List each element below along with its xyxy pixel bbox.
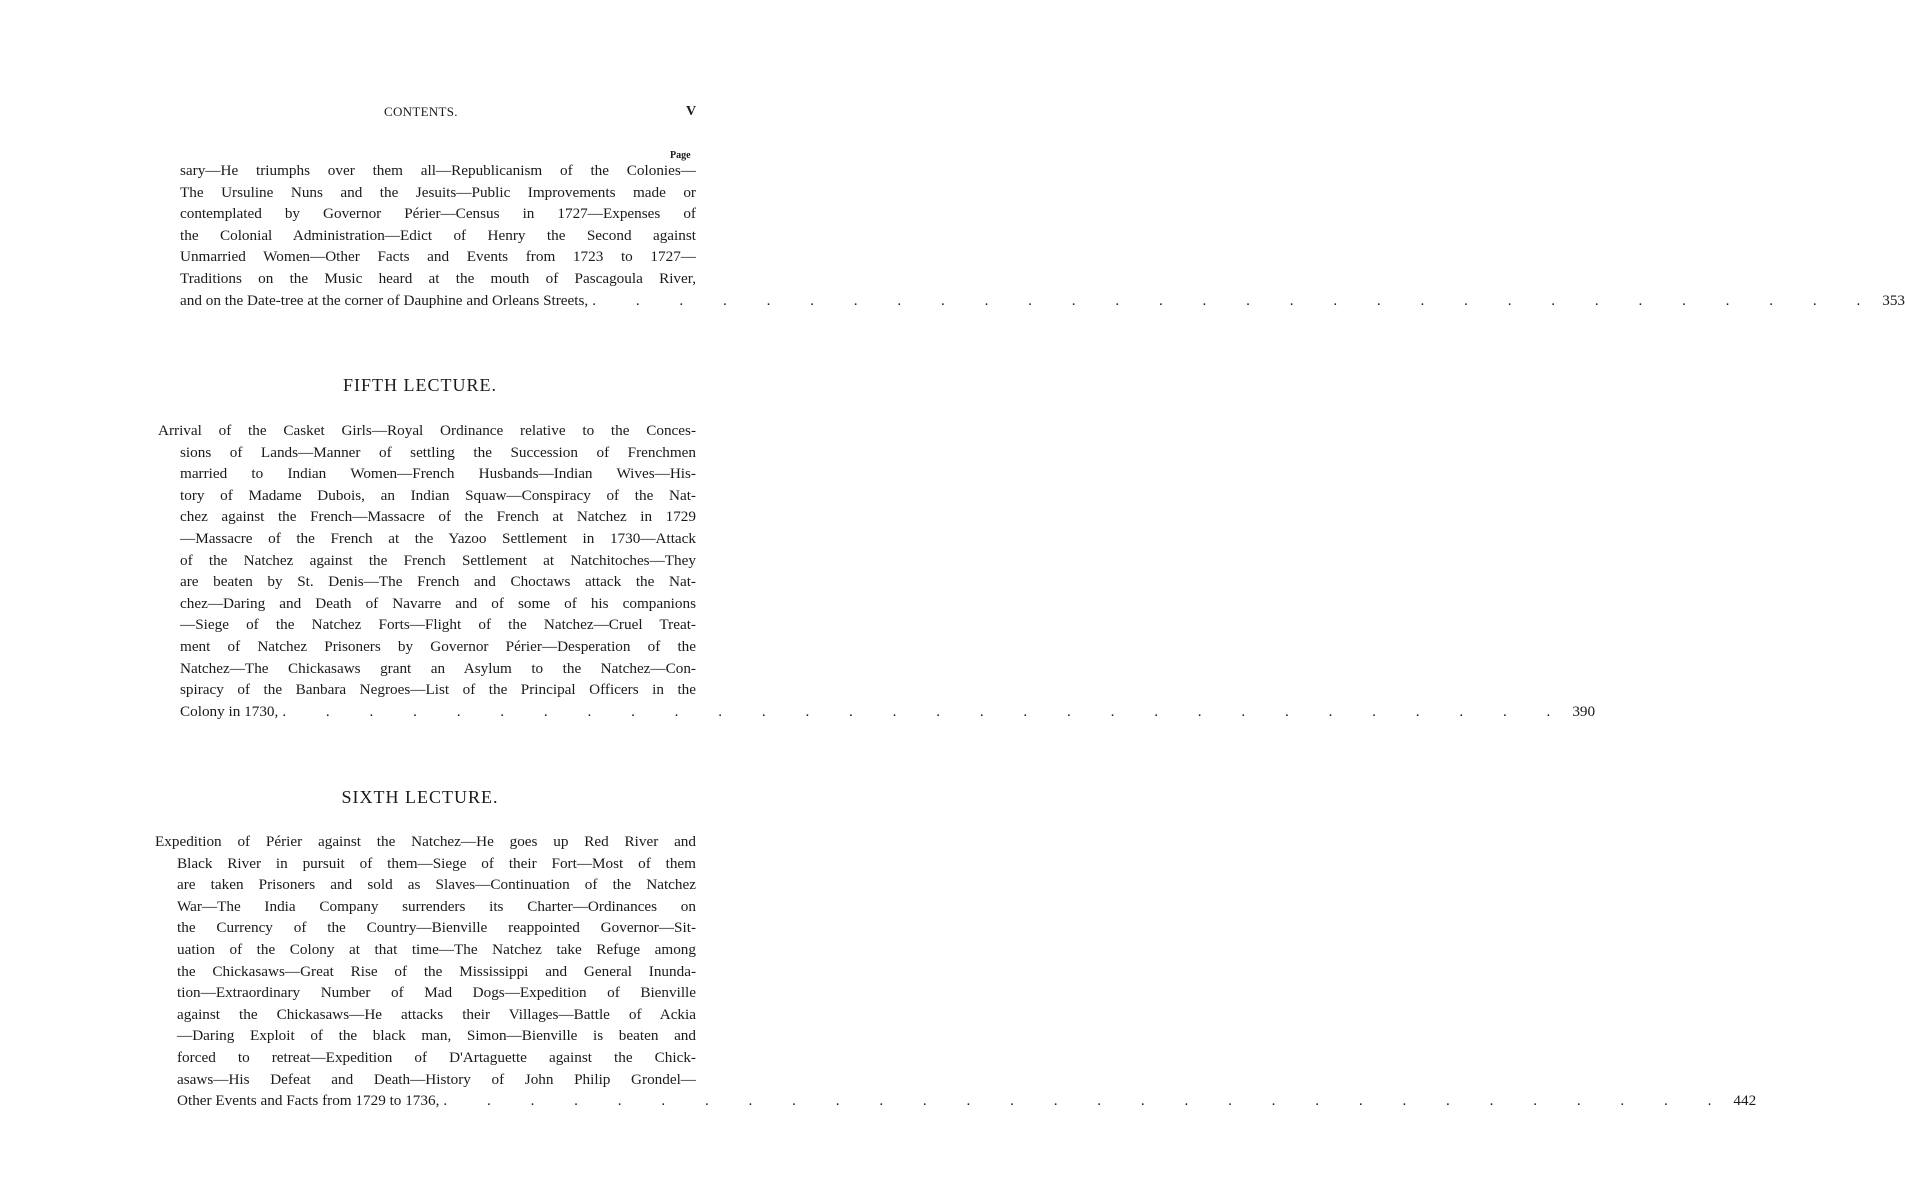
entry-page-number: 353: [1882, 291, 1905, 309]
entry-line: Traditions on the Music heard at the mouth of Pascagoula River,: [180, 269, 696, 287]
entry-line: the Currency of the Country—Bienville reappointed Governor—Sit-: [177, 919, 696, 937]
entry-page-number: 442: [1733, 1092, 1757, 1110]
contents-entry-continued: [180, 160, 1905, 311]
entry-line: asaws—His Defeat and Death—History of John Philip Grondel—: [177, 1070, 696, 1088]
page-numeral: V: [686, 104, 697, 119]
entry-line: Natchez—The Chickasaws grant an Asylum to the Natchez—Con-: [180, 659, 696, 677]
entry-line: —Siege of the Natchez Forts—Flight of the Natchez—Cruel Treat-: [180, 616, 696, 634]
entry-last-line: [158, 701, 1596, 723]
entry-line: spiracy of the Banbara Negroes—List of the Principal Officers in the: [180, 681, 696, 699]
entry-line-text: and on the Date-tree at the corner of Dauphine and Orleans Streets,: [180, 291, 589, 309]
entry-line: the Chickasaws—Great Rise of the Mississippi and General Inunda-: [177, 962, 696, 980]
leader-dots: . . . . . . . . . . . . . . . . . . . . . . . . . . . . . .: [592, 291, 1879, 309]
entry-line-text: Other Events and Facts from 1729 to 1736,: [177, 1092, 440, 1110]
entry-line: chez—Daring and Death of Navarre and of some of his companions: [180, 594, 696, 612]
running-title: CONTENTS.: [384, 104, 458, 119]
running-head: [0, 104, 840, 124]
entry-line: ment of Natchez Prisoners by Governor Périer—Desperation of the: [180, 637, 696, 655]
sixth-lecture-heading: SIXTH LECTURE.: [341, 787, 499, 807]
entry-line: Black River in pursuit of them—Siege of their Fort—Most of them: [177, 854, 696, 872]
entry-line: tion—Extraordinary Number of Mad Dogs—Expedition of Bienville: [177, 984, 696, 1002]
entry-line: uation of the Colony at that time—The Natchez take Refuge among: [177, 940, 696, 958]
entry-line: Expedition of Périer against the Natchez—He goes up Red River and: [155, 833, 696, 850]
leader-dots: . . . . . . . . . . . . . . . . . . . . . . . . . . . . . .: [282, 702, 1569, 720]
entry-line: contemplated by Governor Périer—Census in 1727—Expenses of: [180, 205, 696, 223]
entry-line: —Massacre of the French at the Yazoo Settlement in 1730—Attack: [180, 529, 696, 547]
leader-dots: . . . . . . . . . . . . . . . . . . . . . . . . . . . . . .: [443, 1092, 1730, 1110]
entry-line: The Ursuline Nuns and the Jesuits—Public Improvements made or: [180, 183, 696, 201]
entry-line: married to Indian Women—French Husbands—Indian Wives—His-: [180, 465, 696, 483]
entry-line: —Daring Exploit of the black man, Simon—Bienville is beaten and: [177, 1027, 696, 1045]
entry-line-text: Colony in 1730,: [180, 702, 279, 720]
entry-last-line: [180, 290, 1905, 312]
fifth-lecture-heading: FIFTH LECTURE.: [342, 375, 497, 395]
entry-line: of the Natchez against the French Settlement at Natchitoches—They: [180, 551, 696, 569]
entry-line: the Colonial Administration—Edict of Henry the Second against: [180, 226, 696, 244]
entry-line: chez against the French—Massacre of the French at Natchez in 1729: [180, 508, 696, 526]
page-column-label: Page: [670, 150, 691, 161]
entry-line: sions of Lands—Manner of settling the Succession of Frenchmen: [180, 443, 696, 461]
entry-line: Unmarried Women—Other Facts and Events from 1723 to 1727—: [180, 248, 696, 266]
entry-line: forced to retreat—Expedition of D'Artaguette against the Chick-: [177, 1048, 696, 1066]
entry-line: are taken Prisoners and sold as Slaves—Continuation of the Natchez: [177, 876, 696, 894]
entry-line: sary—He triumphs over them all—Republicanism of the Colonies—: [180, 162, 696, 179]
entry-line: tory of Madame Dubois, an Indian Squaw—Conspiracy of the Nat-: [180, 486, 696, 504]
entry-last-line: [155, 1090, 1757, 1112]
entry-line: War—The India Company surrenders its Charter—Ordinances on: [177, 897, 696, 915]
fifth-lecture-entry: [158, 420, 1596, 722]
sixth-lecture-entry: [155, 831, 1757, 1112]
entry-line: are beaten by St. Denis—The French and Choctaws attack the Nat-: [180, 573, 696, 591]
entry-page-number: 390: [1572, 702, 1596, 720]
entry-line: against the Chickasaws—He attacks their Villages—Battle of Ackia: [177, 1005, 696, 1023]
entry-line: Arrival of the Casket Girls—Royal Ordinance relative to the Conces-: [158, 422, 696, 439]
